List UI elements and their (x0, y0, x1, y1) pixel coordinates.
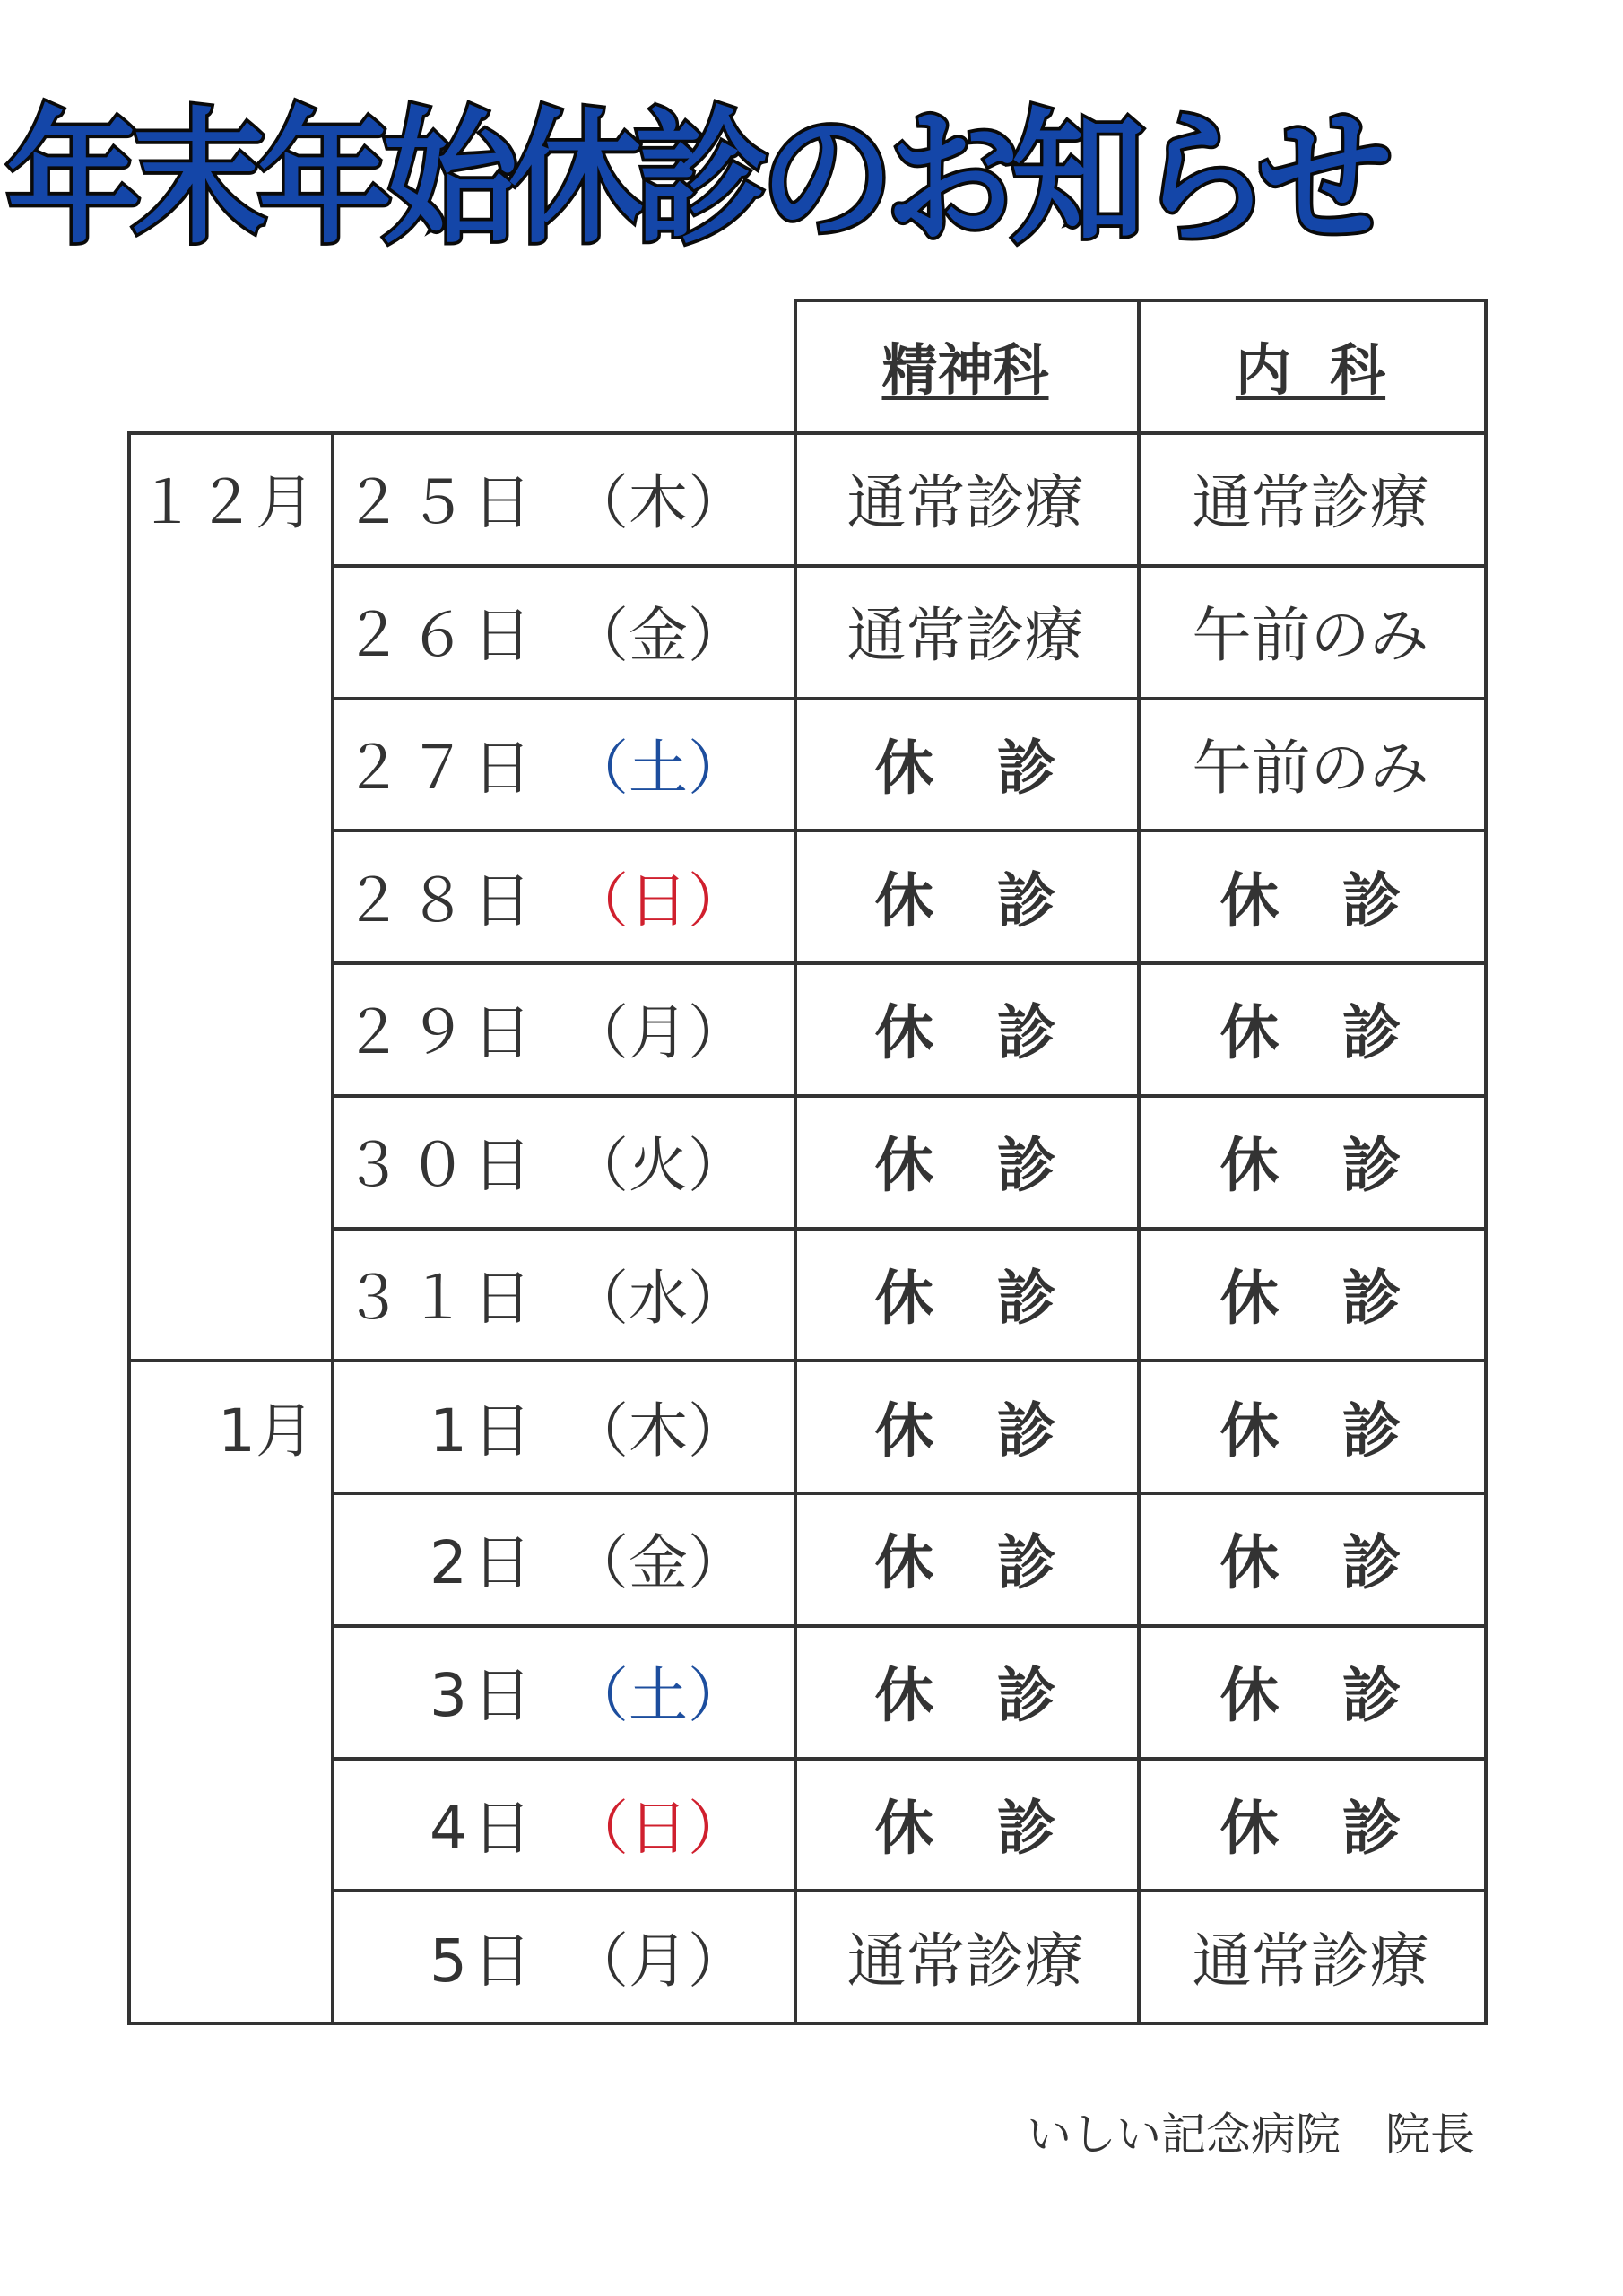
weekday-label: （月） (569, 998, 747, 1068)
weekday-label: （水） (569, 1263, 747, 1333)
day-label: ２９日 (343, 998, 537, 1068)
weekday-label: （日） (569, 865, 747, 935)
table-right-border (1484, 299, 1488, 2025)
weekday-label: （木） (569, 1396, 747, 1465)
internal-medicine-status: 午前のみ (1192, 733, 1429, 803)
weekday-label: （金） (569, 1528, 747, 1598)
weekday-label: （火） (569, 1131, 747, 1201)
internal-medicine-status: 午前のみ (1192, 601, 1429, 671)
signature: いしい記念病院 院長 (1027, 2109, 1475, 2161)
psychiatry-status: 休 診 (874, 1661, 1056, 1731)
day-label: ２５日 (343, 468, 537, 538)
column-header-internal: 内 科 (1235, 336, 1386, 403)
day-label: 1日 (430, 1396, 537, 1465)
psychiatry-status: 休 診 (874, 998, 1056, 1068)
internal-medicine-status: 通常診療 (1192, 468, 1429, 538)
day-label: 2日 (430, 1528, 537, 1598)
weekday-label: （金） (569, 601, 747, 671)
internal-medicine-status: 休 診 (1219, 1396, 1402, 1465)
internal-medicine-status: 休 診 (1219, 1263, 1402, 1333)
day-label: ３１日 (343, 1263, 537, 1333)
psychiatry-status: 通常診療 (846, 601, 1084, 671)
day-label: ３０日 (343, 1131, 537, 1201)
internal-medicine-status: 通常診療 (1192, 1926, 1429, 1996)
weekday-label: （木） (569, 468, 747, 538)
day-label: 3日 (430, 1661, 537, 1731)
weekday-label: （土） (569, 733, 747, 803)
weekday-label: （月） (569, 1926, 747, 1996)
psychiatry-status: 休 診 (874, 1131, 1056, 1201)
internal-medicine-status: 休 診 (1219, 1793, 1402, 1863)
internal-medicine-status: 休 診 (1219, 1131, 1402, 1201)
weekday-label: （日） (569, 1793, 747, 1863)
internal-medicine-status: 休 診 (1219, 998, 1402, 1068)
psychiatry-status: 通常診療 (846, 468, 1084, 538)
month-label: １２月 (137, 468, 315, 538)
holiday-schedule-table (127, 299, 1484, 2022)
day-label: ２８日 (343, 865, 537, 935)
table-bottom-border (127, 2022, 1488, 2025)
psychiatry-status: 休 診 (874, 1263, 1056, 1333)
month-label: 1月 (218, 1396, 315, 1465)
table-left-border (127, 431, 131, 2025)
psychiatry-status: 通常診療 (846, 1926, 1084, 1996)
psychiatry-status: 休 診 (874, 1793, 1056, 1863)
page-title: 年末年始休診のお知らせ (6, 95, 1384, 264)
psychiatry-status: 休 診 (874, 1528, 1056, 1598)
psychiatry-status: 休 診 (874, 1396, 1056, 1465)
internal-medicine-status: 休 診 (1219, 865, 1402, 935)
internal-medicine-status: 休 診 (1219, 1661, 1402, 1731)
psychiatry-status: 休 診 (874, 865, 1056, 935)
day-label: 5日 (430, 1926, 537, 1996)
internal-medicine-status: 休 診 (1219, 1528, 1402, 1598)
day-label: 4日 (430, 1793, 537, 1863)
column-header-psychiatry: 精神科 (881, 336, 1049, 403)
day-label: ２６日 (343, 601, 537, 671)
day-label: ２７日 (343, 733, 537, 803)
psychiatry-status: 休 診 (874, 733, 1056, 803)
weekday-label: （土） (569, 1661, 747, 1731)
